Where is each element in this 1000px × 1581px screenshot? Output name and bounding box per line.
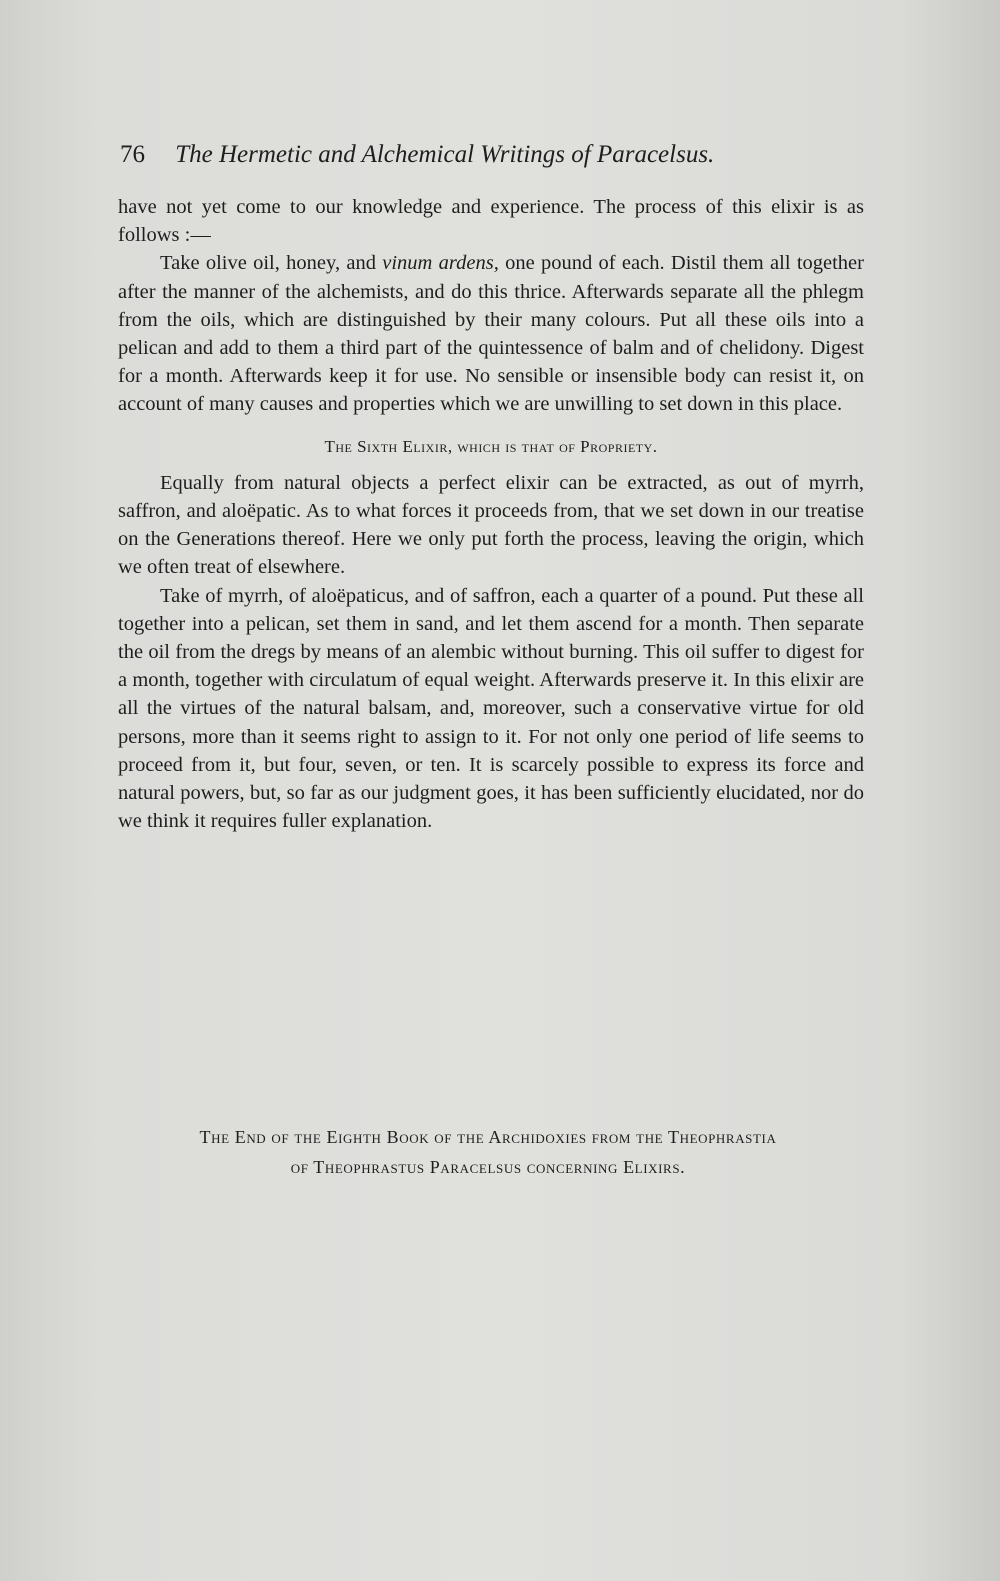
italic-term: vinum ardens,: [382, 252, 499, 275]
end-note-line-1: The End of the Eighth Book of the Archidoxies from the Theophrastia: [199, 1127, 777, 1147]
paragraph-continuation: have not yet come to our knowledge and experience. The process of this elixir is as follows :—: [118, 196, 864, 247]
page-number: 76: [120, 141, 145, 168]
paragraph-text: Take olive oil, honey, and: [160, 252, 383, 275]
paragraph-sixth-elixir-intro: Equally from natural objects a perfect elixir can be extracted, as out of myrrh, saffron, and aloëpatic. As to what forces it proceeds from, that we set down in our treatise on the Generations thereof. Here we only put forth the process, leaving the origin, which we often treat of elsewhere.: [118, 471, 864, 579]
end-note-line-2: of Theophrastus Paracelsus concerning Elixirs.: [290, 1157, 686, 1177]
end-note: [112, 1122, 864, 1182]
running-head-title: The Hermetic and Alchemical Writings of Paracelsus.: [175, 141, 715, 168]
paragraph-sixth-elixir-recipe: Take of myrrh, of aloëpaticus, and of saffron, each a quarter of a pound. Put these all together into a pelican, set them in sand, and let them ascend for a month. Then separate the oil from the dregs by means of an alembic without burning. This oil suffer to digest for a month, together with circulatum of equal weight. Afterwards preserve it. In this elixir are all the virtues of the natural balsam, and, moreover, such a conservative virtue for old persons, more than it seems right to assign to it. For not only one period of life seems to proceed from it, but four, seven, or ten. It is scarcely possible to express its force and natural powers, but, so far as our judgment goes, it has been sufficiently elucidated, nor do we think it requires fuller explanation.: [118, 584, 864, 833]
paragraph-olive-oil-recipe: [118, 249, 864, 418]
running-head: [120, 140, 860, 170]
section-heading: The Sixth Elixir, which is that of Propriety.: [324, 436, 658, 456]
paragraph-text: one pound of each. Distil them all together after the manner of the alchemists, and do this thrice. Afterwards separate all the phlegm from the oils, which are distinguished by their many colours. Put all these oils into a pelican and add to them a third part of the quintessence of balm and of chelidony. Digest for a month. Afterwards keep it for use. No sensible or insensible body can resist it, on account of many causes and properties which we are unwilling to set down in this place.: [118, 252, 864, 416]
body-text: [118, 193, 864, 835]
